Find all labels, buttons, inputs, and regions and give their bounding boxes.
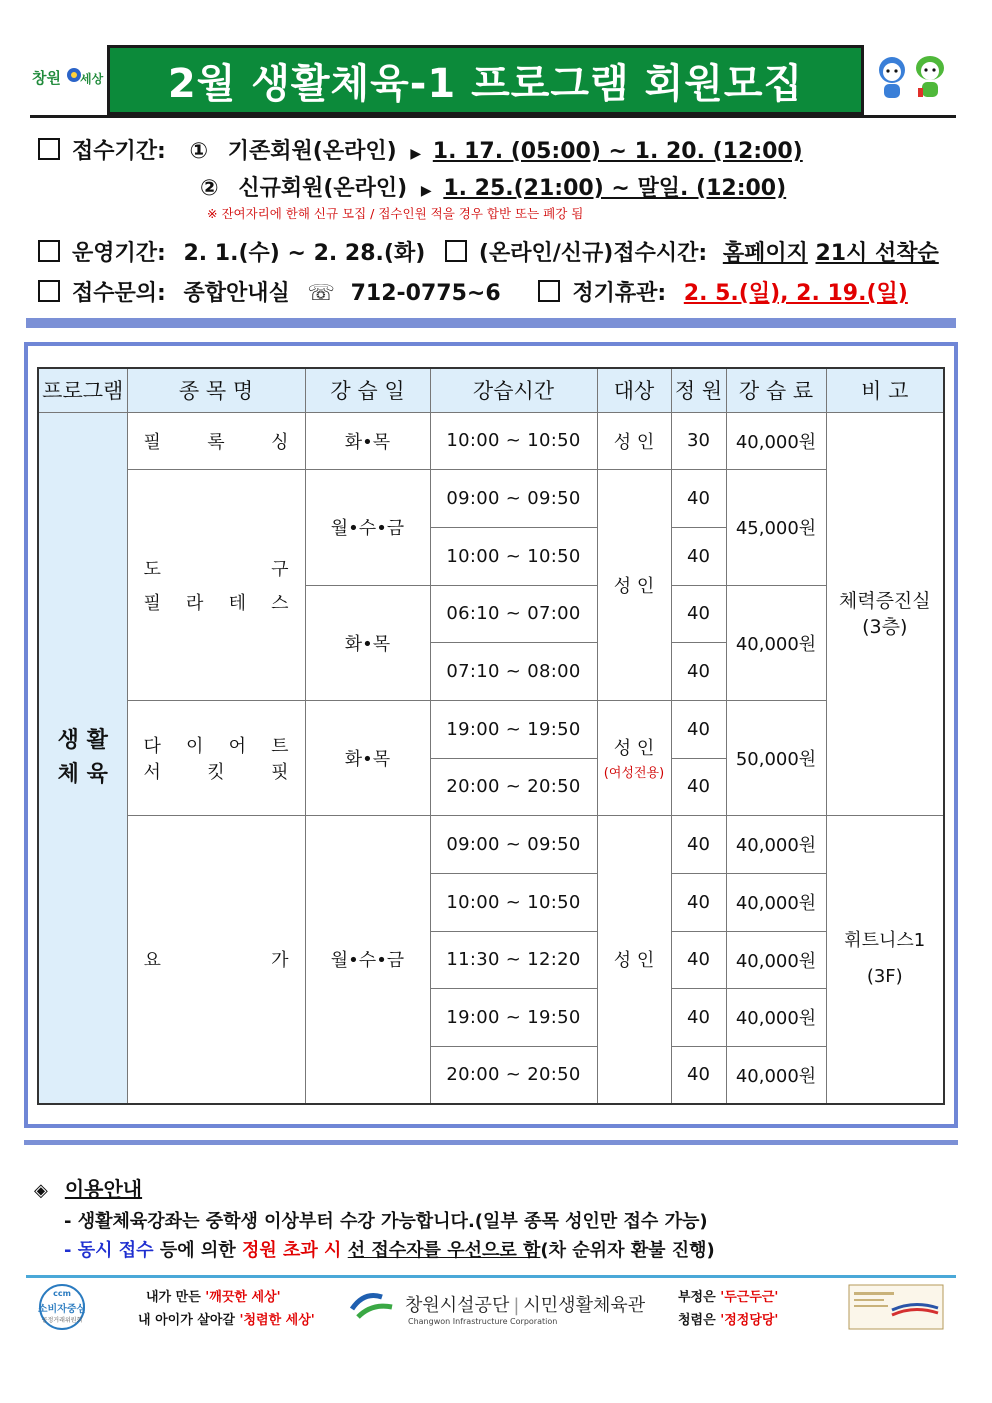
org-dept: 시민생활체육관 bbox=[523, 1295, 646, 1316]
name-char: 록 bbox=[207, 431, 225, 453]
note-cell-fitness-room bbox=[826, 412, 944, 815]
inquiry-line bbox=[38, 276, 908, 307]
capacity-cell: 40 bbox=[671, 585, 726, 642]
org-ko: 창원시설공단 bbox=[405, 1295, 510, 1316]
fee-cell: 40,000원 bbox=[726, 873, 826, 931]
ccm-top: ccm bbox=[53, 1289, 71, 1298]
note1-line1: 체력증진실 bbox=[838, 589, 931, 612]
capacity-cell: 30 bbox=[671, 412, 726, 469]
motto2-b: '정정당당' bbox=[720, 1313, 779, 1328]
program-name-cell bbox=[127, 700, 305, 815]
fee-cell: 45,000원 bbox=[726, 469, 826, 585]
operation-period: 2. 1.(수) ~ 2. 28.(화) bbox=[183, 241, 426, 266]
registration-period-line1 bbox=[38, 134, 803, 165]
time-cell: 19:00 ~ 19:50 bbox=[430, 988, 597, 1046]
header-time: 강습시간 bbox=[430, 368, 597, 412]
schedule-table bbox=[37, 367, 945, 1105]
usage-line2-c: 정원 초과 시 bbox=[241, 1240, 342, 1261]
target-cell: 성 인 bbox=[597, 412, 671, 469]
table-row bbox=[38, 815, 944, 873]
reg1-number: ① bbox=[189, 139, 209, 164]
capacity-cell: 40 bbox=[671, 469, 726, 527]
name-char: 트 bbox=[271, 735, 289, 757]
name-char: 필 bbox=[143, 592, 161, 614]
capacity-cell: 40 bbox=[671, 642, 726, 700]
motto1-b: '두근두근' bbox=[720, 1290, 779, 1305]
time-cell: 06:10 ~ 07:00 bbox=[430, 585, 597, 642]
usage-title-text: 이용안내 bbox=[64, 1177, 143, 1201]
program-name-cell bbox=[127, 815, 305, 1104]
name-char: 테 bbox=[228, 592, 246, 614]
checkbox-icon bbox=[38, 138, 60, 160]
table-row bbox=[38, 412, 944, 469]
ccm-sub: 공정거래위원회 bbox=[41, 1317, 83, 1324]
header-target: 대상 bbox=[597, 368, 671, 412]
name-char: 필 bbox=[143, 431, 161, 453]
day-cell: 화•목 bbox=[305, 585, 430, 700]
name-char: 구 bbox=[271, 558, 289, 580]
day-cell: 월•수•금 bbox=[305, 469, 430, 585]
note2-line1: 휘트니스1 bbox=[844, 930, 926, 952]
online-time-value-a: 홈페이지 bbox=[722, 241, 808, 266]
day-cell: 화•목 bbox=[305, 412, 430, 469]
corporation-logo bbox=[348, 1287, 398, 1327]
header-program: 프로그램 bbox=[38, 368, 127, 412]
time-cell: 10:00 ~ 10:50 bbox=[430, 412, 597, 469]
online-time-label: (온라인/신규)접수시간: bbox=[478, 241, 708, 266]
mascot-characters-image bbox=[872, 50, 952, 102]
usage-line1: - 생활체육강좌는 중학생 이상부터 수강 가능합니다.(일부 종목 성인만 접수 가능) bbox=[64, 1211, 708, 1232]
time-cell: 07:10 ~ 08:00 bbox=[430, 642, 597, 700]
header-name: 종 목 명 bbox=[127, 368, 305, 412]
slogan1-b: '깨끗한 세상' bbox=[205, 1290, 281, 1305]
ccm-badge bbox=[34, 1283, 90, 1331]
svg-text:창원: 창원 bbox=[32, 69, 61, 87]
time-cell: 20:00 ~ 20:50 bbox=[430, 758, 597, 815]
note2-line2: (3F) bbox=[866, 966, 903, 988]
checkbox-icon bbox=[538, 280, 560, 302]
category-cell bbox=[38, 412, 127, 1104]
note-cell-fitness1 bbox=[826, 815, 944, 1104]
header-fee: 강 습 료 bbox=[726, 368, 826, 412]
reg2-text: 신규회원(온라인) bbox=[238, 176, 408, 201]
capacity-cell: 40 bbox=[671, 1046, 726, 1104]
day-cell: 화•목 bbox=[305, 700, 430, 815]
name-char: 어 bbox=[228, 735, 246, 757]
reg2-date: 1. 25.(21:00) ~ 말일. (12:00) bbox=[443, 176, 787, 201]
fee-cell: 40,000원 bbox=[726, 412, 826, 469]
title-underline bbox=[30, 115, 956, 118]
name-char: 라 bbox=[186, 592, 204, 614]
name-char: 가 bbox=[271, 950, 289, 972]
fee-cell: 50,000원 bbox=[726, 700, 826, 815]
name-char: 스 bbox=[271, 592, 289, 614]
target-women-only: (여성전용) bbox=[603, 766, 665, 781]
name-char: 요 bbox=[143, 950, 161, 972]
divider-bar-bottom bbox=[24, 1140, 958, 1145]
corporation-name: 창원시설공단 | 시민생활체육관 bbox=[405, 1295, 646, 1316]
table-row bbox=[38, 700, 944, 758]
arrow-right-icon: ▶ bbox=[410, 146, 422, 162]
target-cell: 성 인 bbox=[597, 815, 671, 1104]
inquiry-label: 접수문의: bbox=[72, 281, 166, 306]
usage-line2-a: - 동시 접수 bbox=[64, 1240, 154, 1261]
table-row bbox=[38, 469, 944, 527]
time-cell: 10:00 ~ 10:50 bbox=[430, 527, 597, 585]
reg1-date: 1. 17. (05:00) ~ 1. 20. (12:00) bbox=[432, 139, 803, 164]
footer-divider bbox=[26, 1275, 956, 1278]
operation-label: 운영기간: bbox=[72, 241, 166, 266]
category-line1: 생 활 bbox=[57, 727, 108, 753]
motto-line1 bbox=[678, 1286, 778, 1305]
svg-text:세상: 세상 bbox=[80, 72, 104, 86]
capacity-cell: 40 bbox=[671, 815, 726, 873]
diamond-icon: ◈ bbox=[34, 1180, 48, 1201]
header-day: 강 습 일 bbox=[305, 368, 430, 412]
category-line2: 체 육 bbox=[57, 761, 108, 787]
phone-icon: ☏ bbox=[307, 281, 335, 306]
reg1-text: 기존회원(온라인) bbox=[227, 139, 397, 164]
inquiry-value: 종합안내실 bbox=[183, 281, 290, 306]
city-logo bbox=[30, 55, 104, 95]
day-cell: 월•수•금 bbox=[305, 815, 430, 1104]
arrow-right-icon: ▶ bbox=[420, 183, 432, 199]
ccm-main: 소비자중심 bbox=[37, 1304, 87, 1315]
time-cell: 20:00 ~ 20:50 bbox=[430, 1046, 597, 1104]
page-title: 2월 생활체육-1 프로그램 회원모집 bbox=[167, 60, 804, 107]
time-cell: 09:00 ~ 09:50 bbox=[430, 815, 597, 873]
capacity-cell: 40 bbox=[671, 988, 726, 1046]
divider-bar-top bbox=[26, 318, 956, 328]
certification-badge-image bbox=[848, 1284, 944, 1330]
slogan2-a: 내 아이가 살아갈 bbox=[138, 1313, 235, 1328]
slogan1-a: 내가 만든 bbox=[146, 1290, 201, 1305]
title-banner bbox=[107, 45, 864, 115]
org-en: Changwon Infrastructure Corporation bbox=[408, 1317, 558, 1326]
registration-period-line2 bbox=[200, 171, 786, 202]
target-cell: 성 인 bbox=[597, 469, 671, 700]
fee-cell: 40,000원 bbox=[726, 931, 826, 988]
usage-line2-d: 선 접수자를 우선으로 함 bbox=[347, 1240, 541, 1261]
header-note: 비 고 bbox=[826, 368, 944, 412]
closed-days: 2. 5.(일), 2. 19.(일) bbox=[683, 281, 908, 306]
checkbox-icon bbox=[38, 280, 60, 302]
header-capacity: 정 원 bbox=[671, 368, 726, 412]
capacity-cell: 40 bbox=[671, 527, 726, 585]
table-header-row bbox=[38, 368, 944, 412]
motto1-a: 부정은 bbox=[678, 1290, 716, 1305]
reg2-number: ② bbox=[200, 176, 219, 201]
name-char: 핏 bbox=[271, 761, 289, 783]
motto2-a: 청렴은 bbox=[678, 1313, 716, 1328]
capacity-cell: 40 bbox=[671, 758, 726, 815]
time-cell: 10:00 ~ 10:50 bbox=[430, 873, 597, 931]
name-char: 킷 bbox=[207, 761, 225, 783]
target-text: 성 인 bbox=[613, 738, 655, 759]
motto-line2 bbox=[678, 1309, 778, 1328]
checkbox-icon bbox=[38, 240, 60, 262]
slogan-line1 bbox=[146, 1286, 281, 1305]
program-name-cell bbox=[127, 412, 305, 469]
capacity-cell: 40 bbox=[671, 931, 726, 988]
operation-period-line bbox=[38, 236, 939, 267]
time-cell: 09:00 ~ 09:50 bbox=[430, 469, 597, 527]
closed-label: 정기휴관: bbox=[572, 281, 667, 306]
time-cell: 19:00 ~ 19:50 bbox=[430, 700, 597, 758]
name-char: 이 bbox=[186, 735, 204, 757]
target-cell bbox=[597, 700, 671, 815]
usage-guide-title bbox=[34, 1173, 142, 1202]
slogan2-b: '청렴한 세상' bbox=[239, 1313, 315, 1328]
slogan-line2 bbox=[138, 1309, 315, 1328]
note1-line2: (3층) bbox=[862, 615, 908, 638]
fee-cell: 40,000원 bbox=[726, 988, 826, 1046]
time-cell: 11:30 ~ 12:20 bbox=[430, 931, 597, 988]
capacity-cell: 40 bbox=[671, 873, 726, 931]
usage-line2-b: 등에 의한 bbox=[159, 1240, 236, 1261]
program-name-cell bbox=[127, 469, 305, 700]
phone-number: 712-0775~6 bbox=[350, 281, 501, 306]
name-char: 싱 bbox=[271, 431, 289, 453]
name-char: 서 bbox=[143, 761, 161, 783]
registration-label: 접수기간: bbox=[72, 139, 166, 164]
fee-cell: 40,000원 bbox=[726, 1046, 826, 1104]
name-char: 다 bbox=[143, 735, 161, 757]
usage-line2 bbox=[64, 1236, 715, 1262]
online-time-value-b: 21시 선착순 bbox=[815, 241, 939, 266]
fee-cell: 40,000원 bbox=[726, 815, 826, 873]
capacity-cell: 40 bbox=[671, 700, 726, 758]
fee-cell: 40,000원 bbox=[726, 585, 826, 700]
registration-note: ※ 잔여자리에 한해 신규 모집 / 접수인원 적을 경우 합반 또는 폐강 됨 bbox=[207, 206, 584, 221]
usage-line2-e: (차 순위자 환불 진행) bbox=[540, 1240, 715, 1261]
name-char: 도 bbox=[143, 558, 161, 580]
checkbox-icon bbox=[445, 240, 467, 262]
